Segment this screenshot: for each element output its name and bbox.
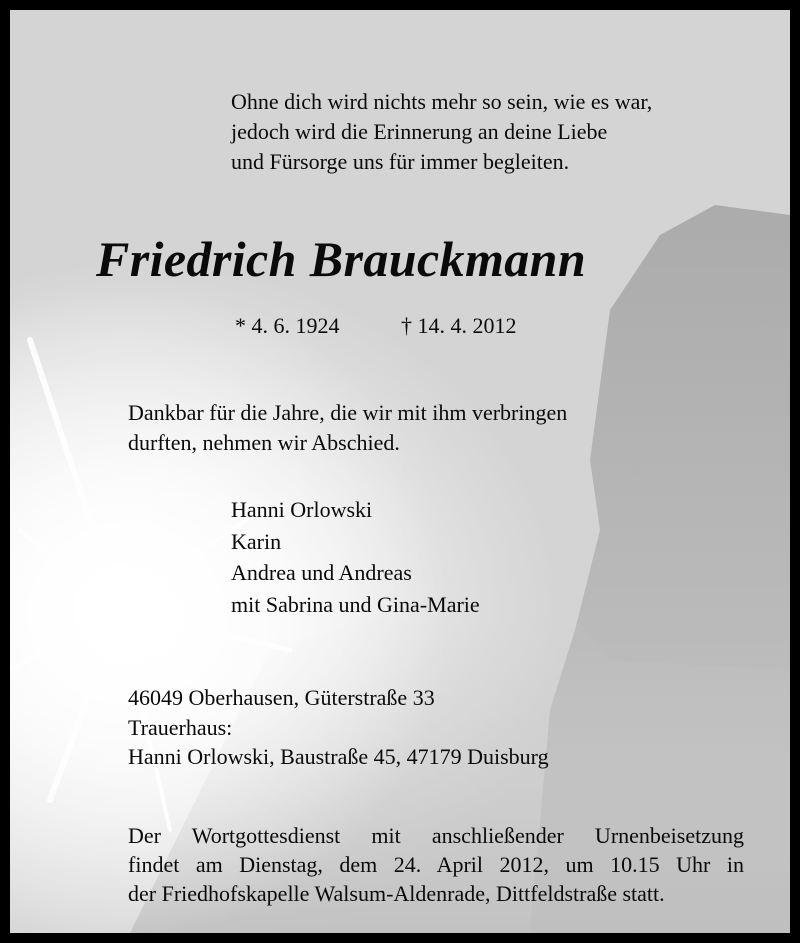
verse-line: Ohne dich wird nichts mehr so sein, wie es war, [231, 89, 653, 114]
mourner-name: Hanni Orlowski [231, 497, 373, 522]
address-block [128, 683, 549, 772]
deceased-name: Friedrich Brauckmann [96, 231, 587, 287]
service-line: Der Wortgottesdienst mit anschließender Urnenbeisetzung [128, 823, 744, 848]
mourner-name: mit Sabrina und Gina-Marie [231, 591, 480, 617]
memorial-verse [231, 87, 652, 177]
mourner-name: Andrea und Andreas [231, 560, 412, 585]
mourner-name: Karin [231, 528, 282, 554]
service-line: der Friedhofskapelle Walsum-Aldenrade, Dittfeldstraße statt. [128, 881, 665, 906]
birth-date: * 4. 6. 1924 [235, 313, 340, 338]
address-line: 46049 Oberhausen, Güterstraße 33 [128, 685, 435, 710]
mourners-list [231, 494, 480, 620]
service-line: findet am Dienstag, dem 24. April 2012, um 10.15 Uhr in [128, 852, 744, 877]
address-line: Trauerhaus: [128, 714, 233, 740]
thanks-text [128, 398, 567, 458]
thanks-line: Dankbar für die Jahre, die wir mit ihm verbringen [128, 400, 568, 425]
verse-line: und Fürsorge uns für immer begleiten. [231, 149, 570, 174]
death-date: † 14. 4. 2012 [401, 313, 517, 338]
address-line: Hanni Orlowski, Baustraße 45, 47179 Duisburg [128, 744, 549, 769]
funeral-service-info [128, 821, 744, 908]
thanks-line: durften, nehmen wir Abschied. [128, 430, 400, 455]
verse-line: jedoch wird die Erinnerung an deine Liebe [231, 119, 608, 144]
